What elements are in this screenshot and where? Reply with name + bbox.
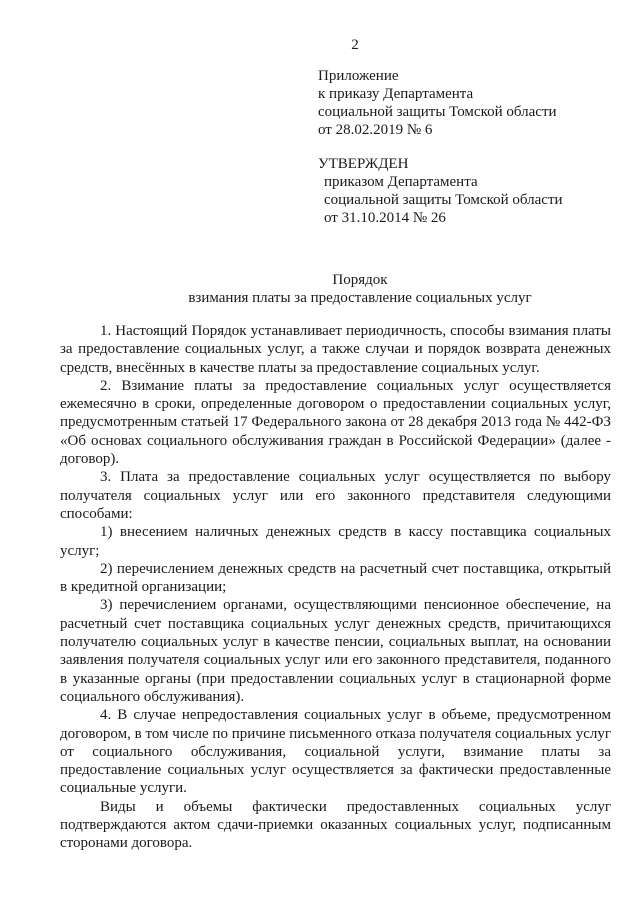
- appendix-line: к приказу Департамента: [318, 86, 474, 102]
- paragraph: 1) внесением наличных денежных средств в кассу поставщика социальных услуг;: [60, 524, 611, 559]
- document-body: [60, 322, 611, 853]
- appendix-line: социальной защиты Томской области: [318, 104, 557, 120]
- approved-block: [318, 155, 618, 227]
- paragraph: 4. В случае непредоставления социальных услуг в объеме, предусмотренном договором, в том числе по причине письменного отказа получателя социальных услуг от социального обслуживания, социальной услуги, взимание платы за предоставление социальных услуг осуществляется за фактически предоставленные социальные услуги.: [60, 707, 611, 797]
- appendix-line: от 28.02.2019 № 6: [318, 122, 433, 138]
- approved-line: от 31.10.2014 № 26: [324, 210, 446, 226]
- subtitle-line: взимания платы за предоставление социальных услуг: [188, 290, 532, 306]
- paragraph: 2. Взимание платы за предоставление социальных услуг осуществляется ежемесячно в сроки, определенные договором о предоставлении социальных услуг, предусмотренным статьей 17 Федерального закона от 28 декабря 2013 года № 442-ФЗ «Об основах социального обслуживания граждан в Российской Федерации» (далее - договор).: [60, 377, 611, 468]
- appendix-block: [318, 67, 618, 139]
- approved-line: социальной защиты Томской области: [324, 192, 563, 208]
- approved-line: приказом Департамента: [324, 174, 478, 190]
- document-title: [60, 271, 640, 307]
- paragraph: 1. Настоящий Порядок устанавливает периодичность, способы взимания платы за предоставление социальных услуг, а также случаи и порядок возврата денежных средств, внесённых в качестве платы за предоставление социальных услуг.: [60, 323, 611, 376]
- title-line: Порядок: [332, 272, 388, 288]
- paragraph: 2) перечислением денежных средств на расчетный счет поставщика, открытый в кредитной организации;: [60, 560, 611, 596]
- approved-heading: УТВЕРЖДЕН: [318, 156, 409, 172]
- paragraph: Виды и объемы фактически предоставленных социальных услуг подтверждаются актом сдачи-приемки оказанных социальных услуг, подписанным сторонами договора.: [60, 798, 611, 852]
- paragraph: 3) перечислением органами, осуществляющими пенсионное обеспечение, на расчетный счет поставщика социальных услуг денежных средств, причитающихся получателю социальных услуг в качестве пенсии, социальных выплат, на основании заявления получателя социальных услуг или его законного представителя, поданного в указанные органы (при предоставлении социальных услуг в стационарной форме социального обслуживания).: [60, 597, 611, 705]
- appendix-line: Приложение: [318, 68, 399, 84]
- paragraph: 3. Плата за предоставление социальных услуг осуществляется по выбору получателя социальных услуг или его законного представителя следующими способами:: [60, 469, 611, 522]
- page-number: 2: [351, 37, 359, 53]
